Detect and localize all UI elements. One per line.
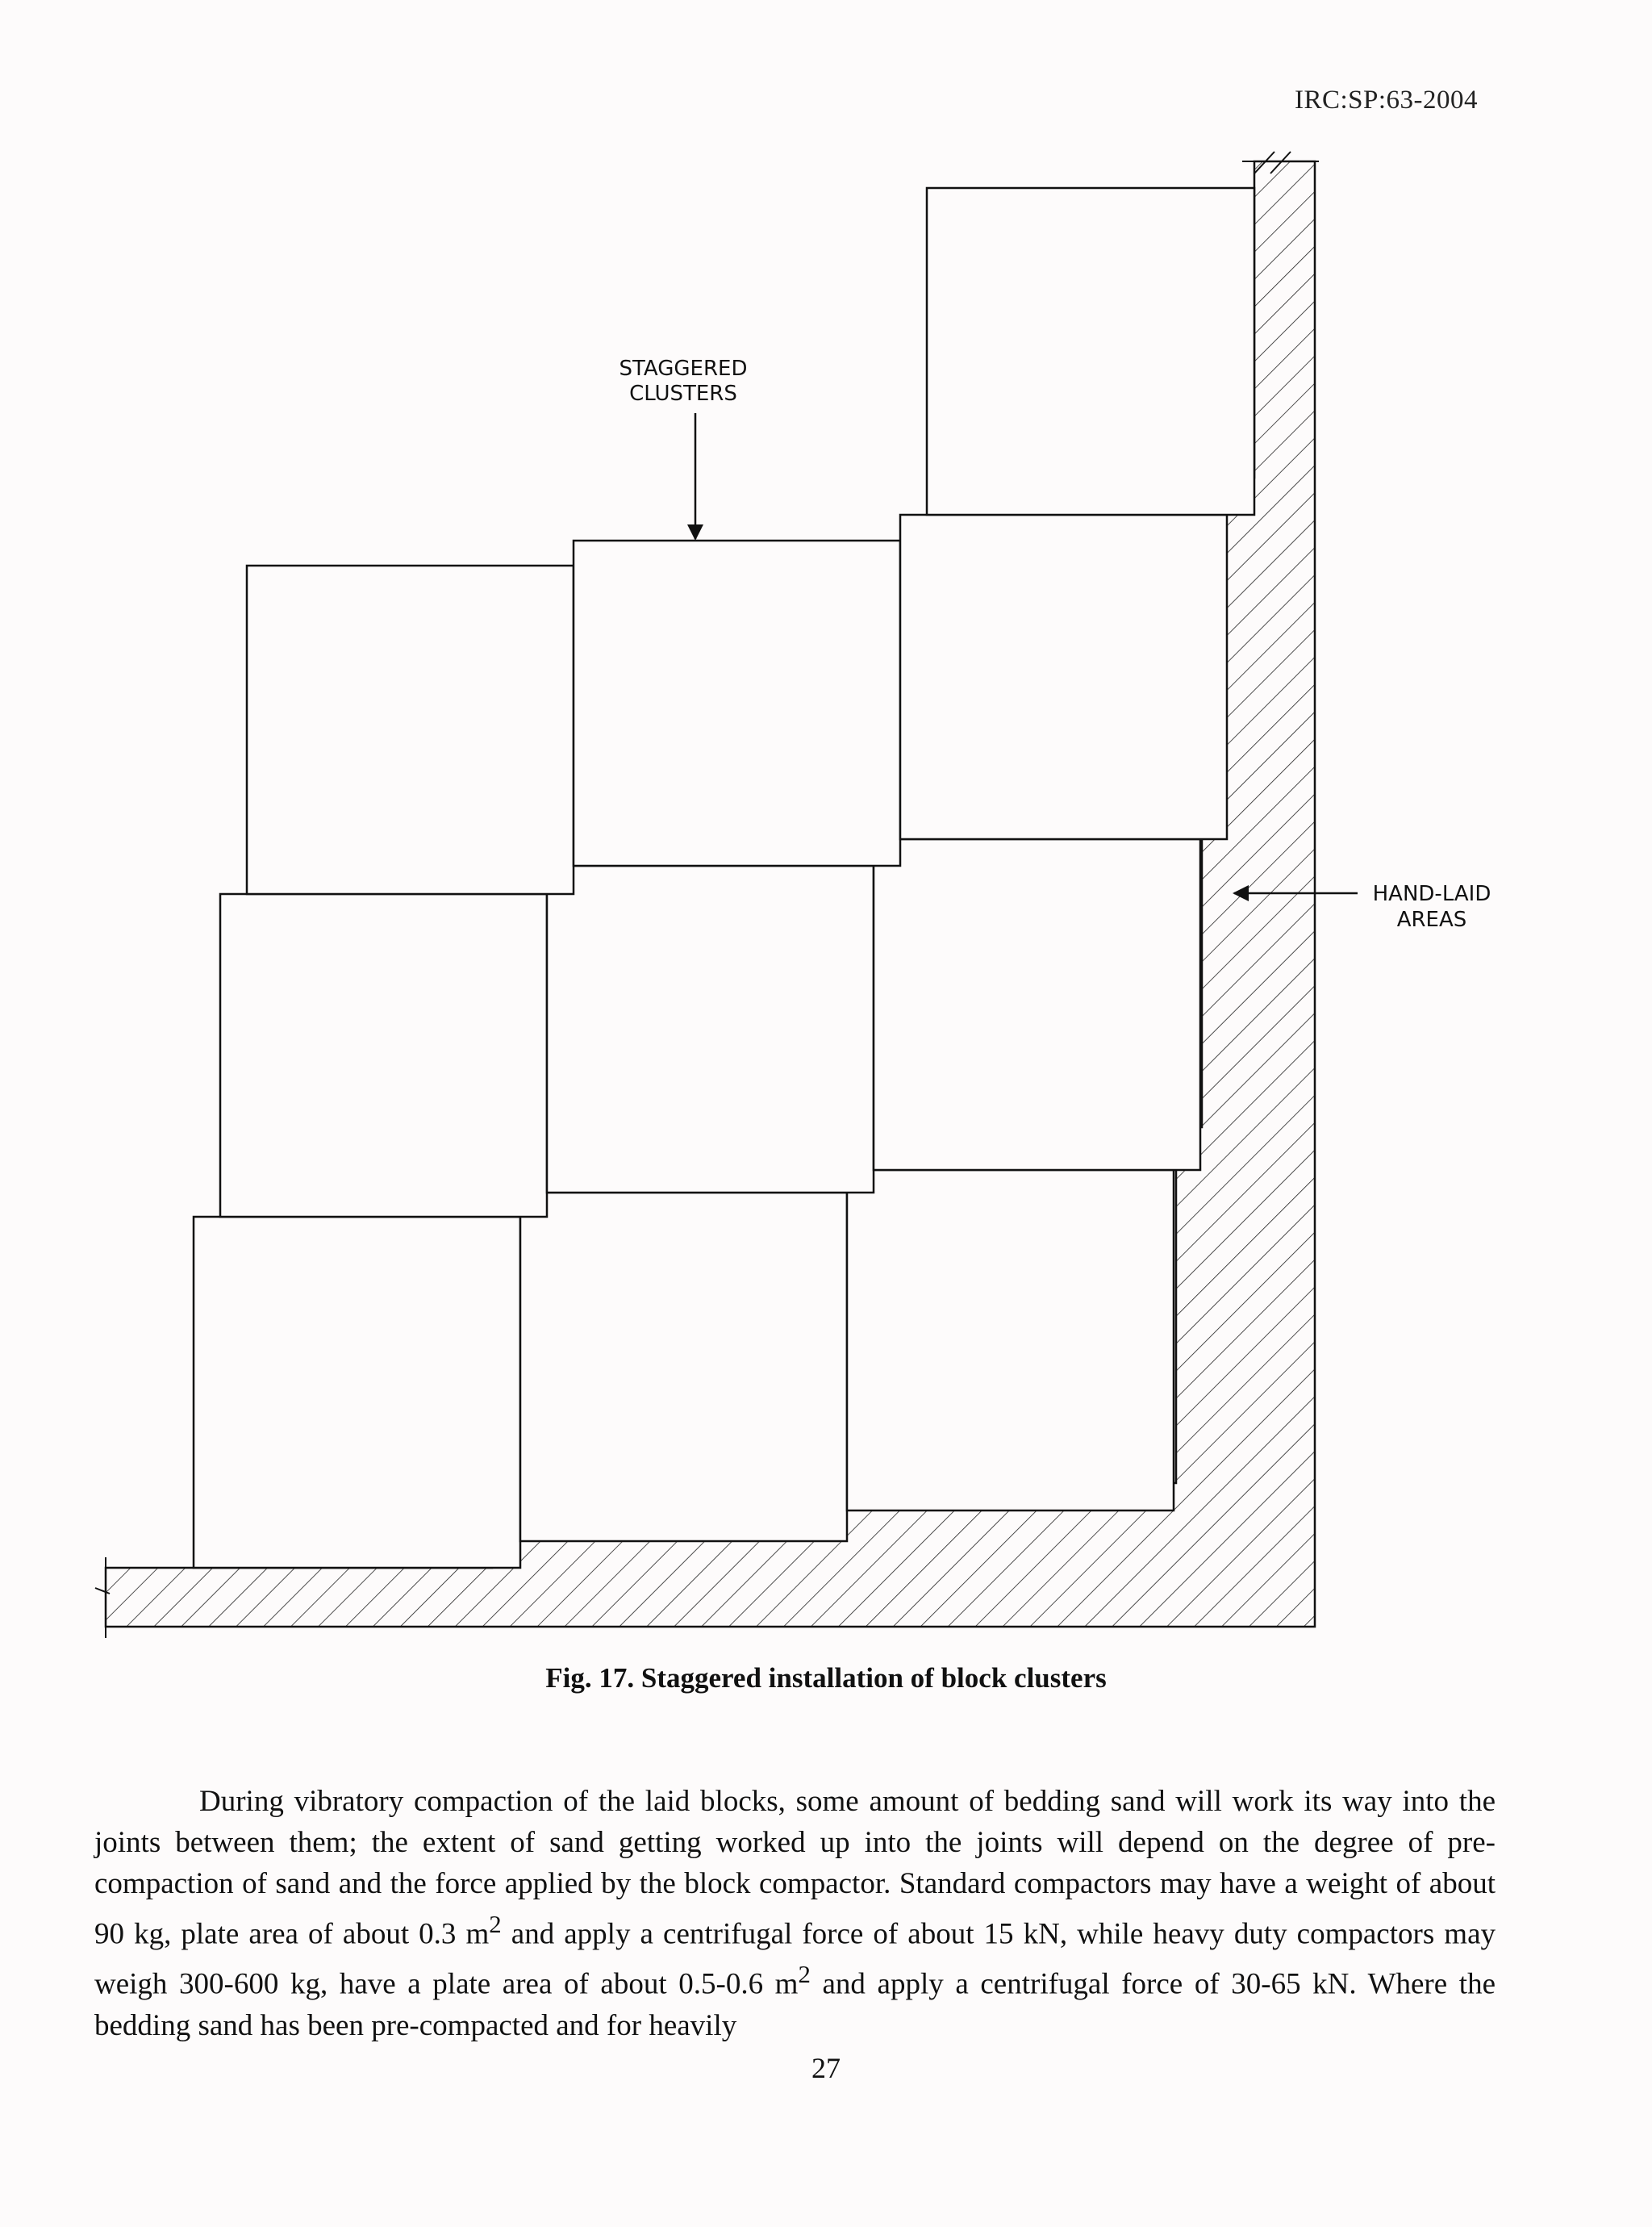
block-cluster [847, 1170, 1174, 1510]
staggered-clusters-label-line2: CLUSTERS [629, 382, 737, 406]
block-cluster [574, 541, 900, 866]
block-cluster [547, 866, 874, 1193]
block-cluster [927, 188, 1254, 515]
paragraph-text: and apply a centrifugal force of 30-65 kN. Where the bedding sand has been pre-compacted and for heavily [94, 1967, 1496, 2042]
hand-laid-areas-label-line1: HAND-LAID [1372, 882, 1491, 906]
block-cluster [520, 1193, 847, 1541]
hand-laid-areas-label-line2: AREAS [1396, 908, 1467, 932]
body-paragraph [94, 1781, 1496, 2046]
block-cluster [874, 839, 1200, 1170]
block-cluster [247, 566, 574, 894]
block-cluster [220, 894, 547, 1217]
superscript: 2 [798, 1961, 811, 1989]
page-number: 27 [811, 2052, 841, 2084]
paragraph-text: During vibratory compaction of the laid blocks, some amount of bedding sand will work its way into the joints between them; the extent of sand getting worked up into the joints will depend on the degree of pre-compaction of sand and the force applied by the block compactor. Standard compactors may have a weight of about 90 kg, plate area of about 0.3 m [94, 1785, 1496, 1951]
figure-caption: Fig. 17. Staggered installation of block clusters [545, 1662, 1107, 1694]
staggered-clusters-label-line1: STAGGERED [619, 357, 748, 381]
block-cluster [900, 515, 1227, 839]
document-id: IRC:SP:63-2004 [1295, 86, 1479, 115]
superscript: 2 [489, 1911, 502, 1938]
paragraph-text: and apply a centrifugal force of about 15 kN, while heavy duty compactors may weigh 300-600 kg, have a plate area of about 0.5-0.6 m [94, 1917, 1496, 2001]
block-cluster [194, 1217, 520, 1568]
